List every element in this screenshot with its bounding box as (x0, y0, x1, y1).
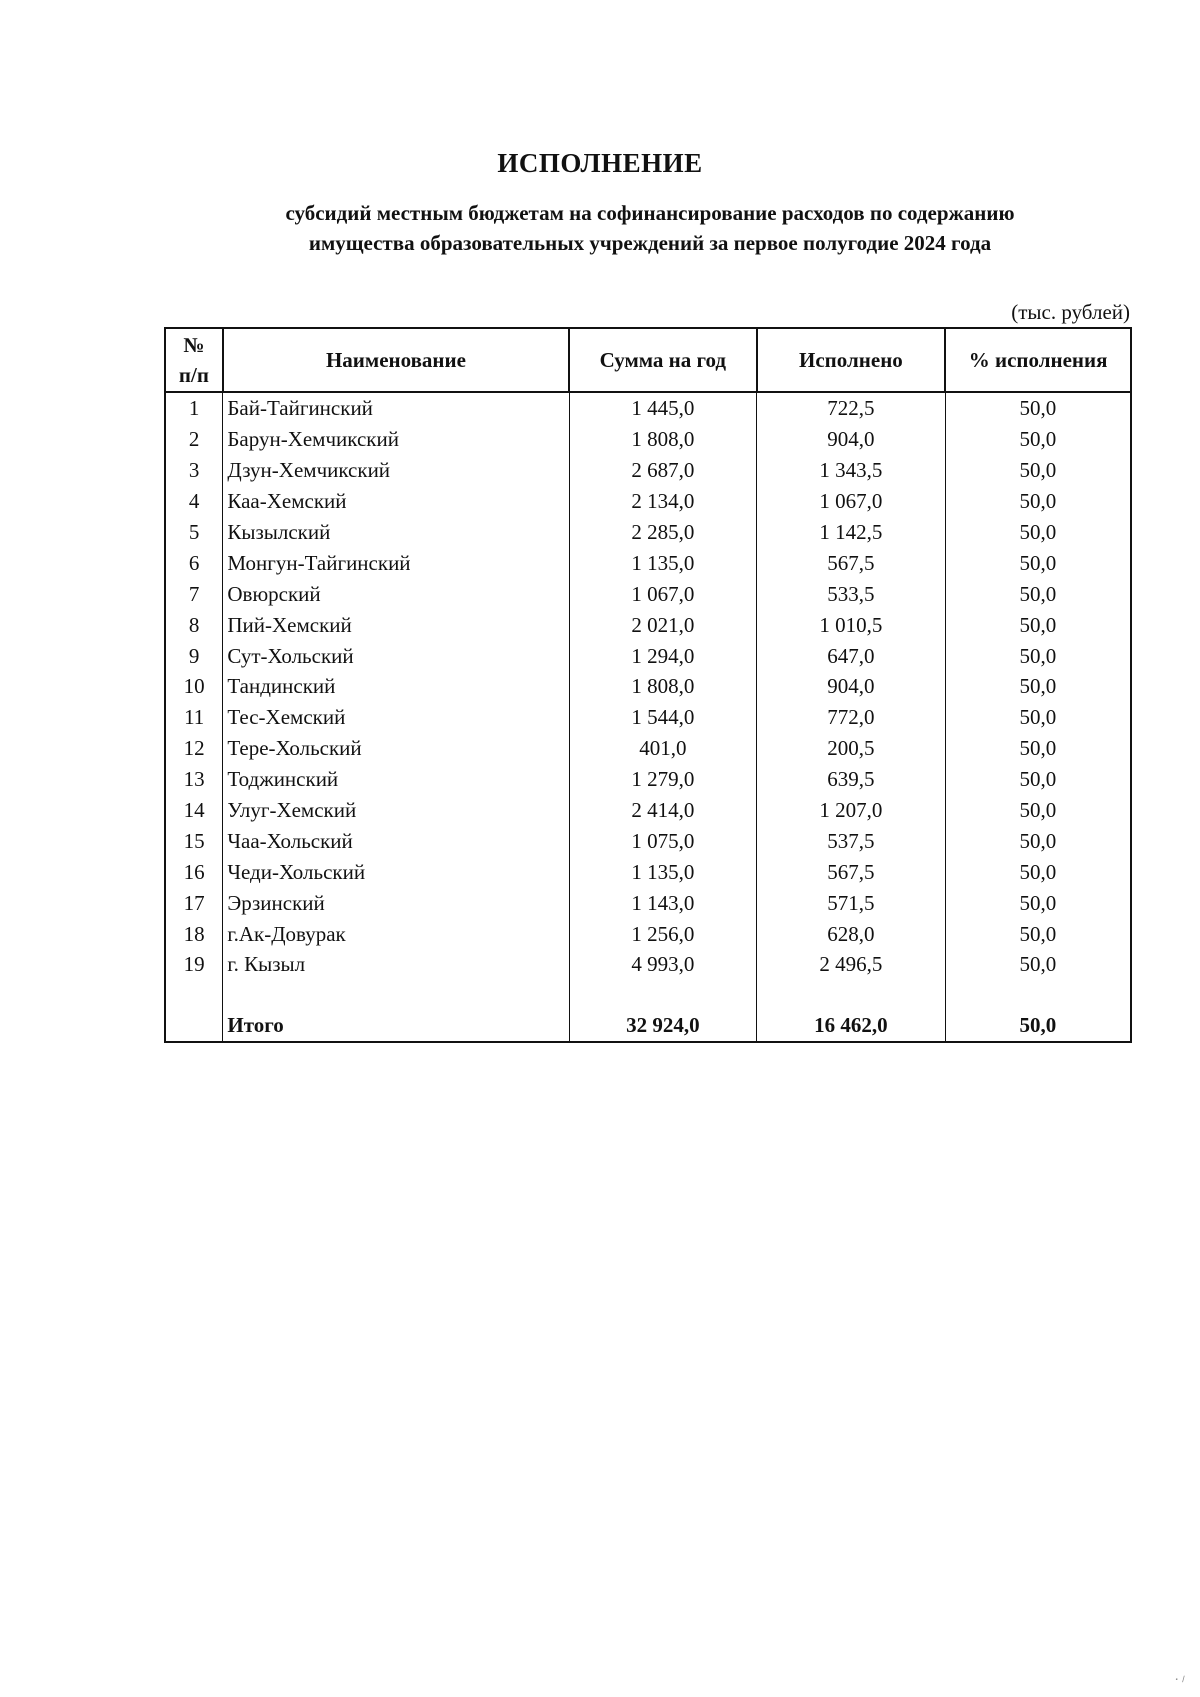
execution-table (164, 327, 1132, 1043)
table-row (165, 733, 1131, 764)
total-sum-cell: 32 924,0 (569, 1010, 757, 1042)
executed-cell: 1 010,5 (757, 609, 946, 640)
subtitle-line-1: субсидий местным бюджетам на софинансирование расходов по содержанию (285, 201, 1015, 225)
row-number-cell: 18 (165, 918, 223, 949)
row-number-cell: 6 (165, 547, 223, 578)
annual-sum-cell: 4 993,0 (569, 949, 757, 980)
execution-percent-cell: 50,0 (945, 455, 1131, 486)
district-name-cell: Тес-Хемский (223, 702, 569, 733)
district-name-cell: г. Кызыл (223, 949, 569, 980)
execution-percent-cell: 50,0 (945, 517, 1131, 548)
row-number-cell: 9 (165, 640, 223, 671)
header-number-line-1: № (183, 333, 205, 357)
annual-sum-cell: 2 134,0 (569, 486, 757, 517)
district-name-cell: Сут-Хольский (223, 640, 569, 671)
units-label: (тыс. рублей) (1011, 300, 1130, 324)
row-number-cell: 2 (165, 424, 223, 455)
table-row (165, 424, 1131, 455)
row-number-cell: 16 (165, 856, 223, 887)
table-row (165, 609, 1131, 640)
total-number-cell (165, 1010, 223, 1042)
execution-percent-cell: 50,0 (945, 887, 1131, 918)
table-row (165, 547, 1131, 578)
row-number-cell: 19 (165, 949, 223, 980)
executed-cell: 772,0 (757, 702, 946, 733)
header-number-line-2: п/п (178, 363, 209, 387)
district-name-cell: Каа-Хемский (223, 486, 569, 517)
executed-cell: 1 207,0 (757, 795, 946, 826)
executed-cell: 1 067,0 (757, 486, 946, 517)
row-number-cell: 15 (165, 825, 223, 856)
header-execution-percent: % исполнения (945, 328, 1131, 392)
executed-cell: 2 496,5 (757, 949, 946, 980)
district-name-cell: Дзун-Хемчикский (223, 455, 569, 486)
execution-percent-cell: 50,0 (945, 424, 1131, 455)
executed-cell: 200,5 (757, 733, 946, 764)
total-percent-cell: 50,0 (945, 1010, 1131, 1042)
district-name-cell: Тоджинский (223, 764, 569, 795)
executed-cell: 567,5 (757, 547, 946, 578)
table-row (165, 455, 1131, 486)
district-name-cell: Бай-Тайгинский (223, 392, 569, 424)
annual-sum-cell: 2 414,0 (569, 795, 757, 826)
table-row (165, 671, 1131, 702)
table-row (165, 795, 1131, 826)
execution-percent-cell: 50,0 (945, 547, 1131, 578)
table-row (165, 392, 1131, 424)
executed-cell: 537,5 (757, 825, 946, 856)
row-number-cell: 11 (165, 702, 223, 733)
execution-percent-cell: 50,0 (945, 949, 1131, 980)
annual-sum-cell: 1 279,0 (569, 764, 757, 795)
annual-sum-cell: 1 135,0 (569, 547, 757, 578)
table-row (165, 887, 1131, 918)
executed-cell: 567,5 (757, 856, 946, 887)
table-row (165, 486, 1131, 517)
table-row (165, 856, 1131, 887)
table-row (165, 640, 1131, 671)
execution-percent-cell: 50,0 (945, 640, 1131, 671)
district-name-cell: Эрзинский (223, 887, 569, 918)
execution-percent-cell: 50,0 (945, 671, 1131, 702)
row-number-cell: 13 (165, 764, 223, 795)
annual-sum-cell: 1 808,0 (569, 424, 757, 455)
row-number-cell: 12 (165, 733, 223, 764)
row-number-cell: 14 (165, 795, 223, 826)
annual-sum-cell: 1 143,0 (569, 887, 757, 918)
district-name-cell: Монгун-Тайгинский (223, 547, 569, 578)
execution-percent-cell: 50,0 (945, 795, 1131, 826)
execution-percent-cell: 50,0 (945, 764, 1131, 795)
annual-sum-cell: 1 544,0 (569, 702, 757, 733)
executed-cell: 533,5 (757, 578, 946, 609)
table-body (165, 392, 1131, 1042)
subtitle-line-2: имущества образовательных учреждений за первое полугодие 2024 года (308, 231, 992, 255)
executed-cell: 904,0 (757, 671, 946, 702)
district-name-cell: Овюрский (223, 578, 569, 609)
execution-percent-cell: 50,0 (945, 578, 1131, 609)
header-annual-sum: Сумма на год (569, 328, 757, 392)
table-row (165, 702, 1131, 733)
row-number-cell: 8 (165, 609, 223, 640)
annual-sum-cell: 1 294,0 (569, 640, 757, 671)
annual-sum-cell: 1 075,0 (569, 825, 757, 856)
executed-cell: 647,0 (757, 640, 946, 671)
district-name-cell: Пий-Хемский (223, 609, 569, 640)
annual-sum-cell: 1 445,0 (569, 392, 757, 424)
table-row (165, 578, 1131, 609)
scan-mark: ·⸝ (1171, 1668, 1190, 1688)
executed-cell: 1 343,5 (757, 455, 946, 486)
execution-percent-cell: 50,0 (945, 702, 1131, 733)
execution-percent-cell: 50,0 (945, 486, 1131, 517)
district-name-cell: Чаа-Хольский (223, 825, 569, 856)
annual-sum-cell: 1 135,0 (569, 856, 757, 887)
header-number (165, 328, 223, 392)
table-row (165, 517, 1131, 548)
district-name-cell: Тандинский (223, 671, 569, 702)
header-name: Наименование (223, 328, 569, 392)
total-executed-cell: 16 462,0 (757, 1010, 946, 1042)
row-number-cell: 17 (165, 887, 223, 918)
district-name-cell: Кызылский (223, 517, 569, 548)
annual-sum-cell: 1 256,0 (569, 918, 757, 949)
annual-sum-cell: 1 067,0 (569, 578, 757, 609)
row-number-cell: 3 (165, 455, 223, 486)
executed-cell: 722,5 (757, 392, 946, 424)
annual-sum-cell: 401,0 (569, 733, 757, 764)
total-row (165, 1010, 1131, 1042)
execution-percent-cell: 50,0 (945, 609, 1131, 640)
execution-percent-cell: 50,0 (945, 733, 1131, 764)
execution-percent-cell: 50,0 (945, 918, 1131, 949)
table-row (165, 825, 1131, 856)
executed-cell: 904,0 (757, 424, 946, 455)
district-name-cell: Чеди-Хольский (223, 856, 569, 887)
executed-cell: 628,0 (757, 918, 946, 949)
row-number-cell: 1 (165, 392, 223, 424)
total-name-cell: Итого (223, 1010, 569, 1042)
execution-percent-cell: 50,0 (945, 392, 1131, 424)
row-number-cell: 10 (165, 671, 223, 702)
table-row (165, 764, 1131, 795)
district-name-cell: Барун-Хемчикский (223, 424, 569, 455)
spacer-row (165, 980, 1131, 1010)
executed-cell: 1 142,5 (757, 517, 946, 548)
district-name-cell: Улуг-Хемский (223, 795, 569, 826)
header-executed: Исполнено (757, 328, 946, 392)
table-row (165, 949, 1131, 980)
document-subtitle (160, 198, 1140, 258)
district-name-cell: г.Ак-Довурак (223, 918, 569, 949)
annual-sum-cell: 2 687,0 (569, 455, 757, 486)
executed-cell: 571,5 (757, 887, 946, 918)
executed-cell: 639,5 (757, 764, 946, 795)
document-title: ИСПОЛНЕНИЕ (497, 148, 703, 178)
annual-sum-cell: 1 808,0 (569, 671, 757, 702)
row-number-cell: 5 (165, 517, 223, 548)
table-row (165, 918, 1131, 949)
row-number-cell: 7 (165, 578, 223, 609)
execution-percent-cell: 50,0 (945, 856, 1131, 887)
row-number-cell: 4 (165, 486, 223, 517)
district-name-cell: Тере-Хольский (223, 733, 569, 764)
execution-percent-cell: 50,0 (945, 825, 1131, 856)
table-header-row (165, 328, 1131, 392)
annual-sum-cell: 2 021,0 (569, 609, 757, 640)
annual-sum-cell: 2 285,0 (569, 517, 757, 548)
